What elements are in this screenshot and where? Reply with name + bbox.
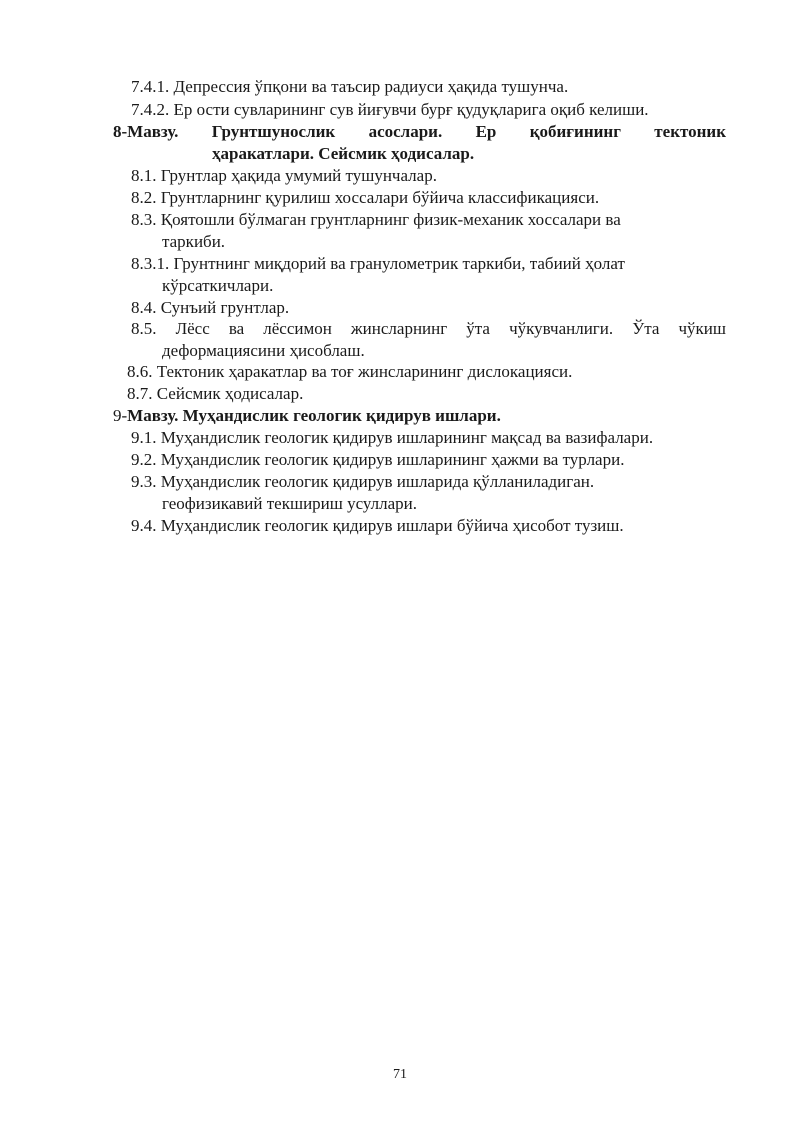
section-8-5: 8.5. Лёсс ва лёссимон жинсларнинг ўта чўкувчанлиги. Ўта чўкиш <box>131 319 726 338</box>
subsection-7-4-2: 7.4.2. Ер ости сувларининг сув йиғувчи бурғ қудуқларига оқиб келиши. <box>131 100 649 119</box>
section-8-5-continued: деформациясини ҳисоблаш. <box>162 341 365 360</box>
section-8-1: 8.1. Грунтлар ҳақида умумий тушунчалар. <box>131 166 437 185</box>
section-9-3: 9.3. Муҳандислик геологик қидирув ишларида қўлланиладиган. <box>131 472 595 491</box>
section-9-3-continued: геофизикавий текшириш усуллари. <box>162 494 418 513</box>
topic-9-title: Мавзу. Муҳандислик геологик қидирув ишлари. <box>127 406 501 425</box>
section-8-3: 8.3. Қоятошли бўлмаган грунтларнинг физик-механик хоссалари ва <box>131 210 621 229</box>
section-8-3-continued: таркиби. <box>162 232 226 251</box>
topic-9-heading <box>113 405 501 427</box>
section-9-4: 9.4. Муҳандислик геологик қидирув ишлари бўйича ҳисобот тузиш. <box>131 516 624 535</box>
section-8-4: 8.4. Сунъий грунтлар. <box>131 298 290 317</box>
subsection-8-3-1-continued: кўрсаткичлари. <box>162 276 274 295</box>
section-8-2: 8.2. Грунтларнинг қурилиш хоссалари бўйича классификацияси. <box>131 188 600 207</box>
section-8-6: 8.6. Тектоник ҳаракатлар ва тоғ жинсларининг дислокацияси. <box>127 362 573 381</box>
section-9-1: 9.1. Муҳандислик геологик қидирув ишларининг мақсад ва вазифалари. <box>131 428 654 447</box>
page-number: 71 <box>393 1067 407 1082</box>
subsection-8-3-1: 8.3.1. Грунтнинг миқдорий ва гранулометрик таркиби, табиий ҳолат <box>131 254 625 273</box>
topic-9-number: 9- <box>113 406 128 425</box>
section-8-7: 8.7. Сейсмик ҳодисалар. <box>127 384 304 403</box>
subsection-7-4-1: 7.4.1. Депрессия ўпқони ва таъсир радиуси ҳақида тушунча. <box>131 77 569 96</box>
section-9-2: 9.2. Муҳандислик геологик қидирув ишларининг ҳажми ва турлари. <box>131 450 625 469</box>
topic-8-heading-continued: ҳаракатлари. Сейсмик ҳодисалар. <box>212 144 475 163</box>
topic-8-heading: 8-Мавзу. Грунтшунослик асослари. Ер қобиғининг тектоник <box>113 122 726 141</box>
